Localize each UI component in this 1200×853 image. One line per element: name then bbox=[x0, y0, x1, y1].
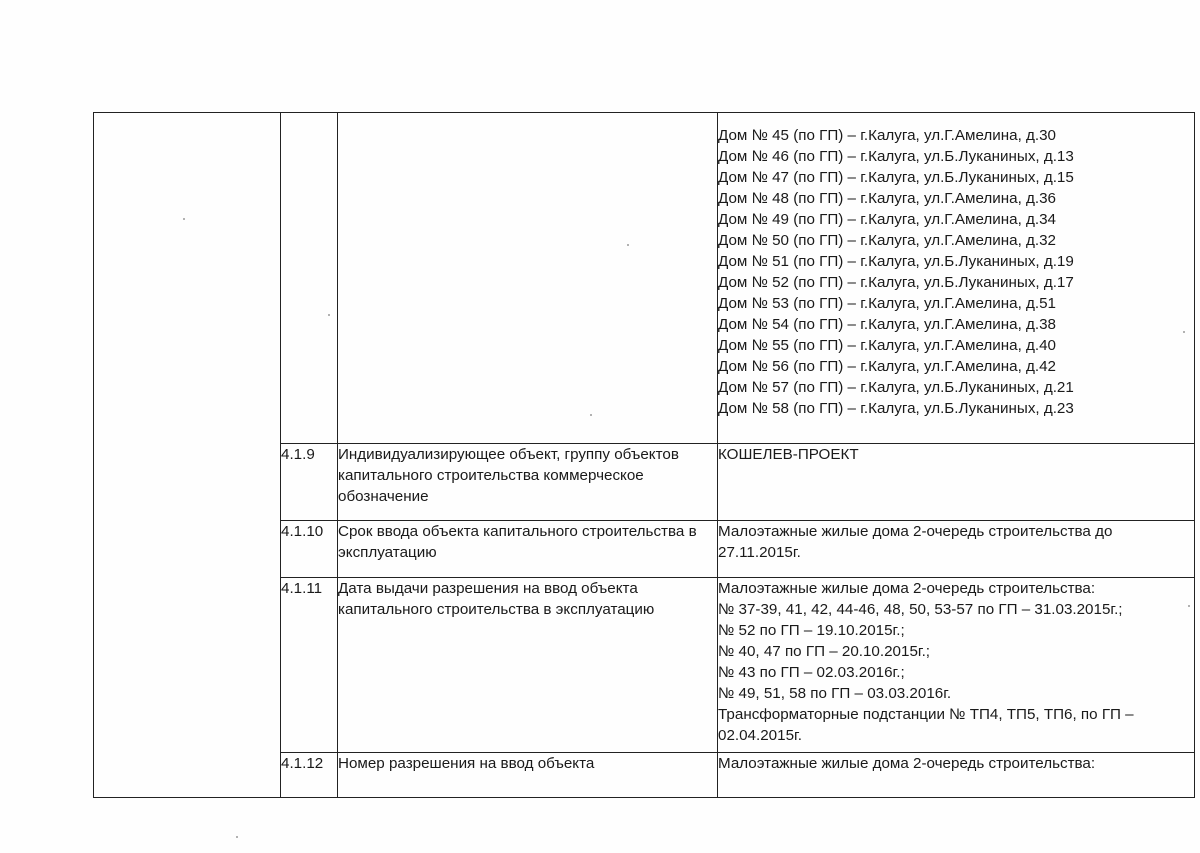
row-label: Срок ввода объекта капитального строительства в эксплуатацию bbox=[338, 521, 718, 578]
scan-speck bbox=[236, 836, 238, 838]
value-line: № 43 по ГП – 02.03.2016г.; bbox=[718, 664, 905, 681]
address-line: Дом № 56 (по ГП) – г.Калуга, ул.Г.Амелина, д.42 bbox=[718, 358, 1056, 375]
row-label: Номер разрешения на ввод объекта bbox=[338, 753, 718, 798]
address-line: Дом № 48 (по ГП) – г.Калуга, ул.Г.Амелина, д.36 bbox=[718, 190, 1056, 207]
address-line: Дом № 55 (по ГП) – г.Калуга, ул.Г.Амелина, д.40 bbox=[718, 337, 1056, 354]
row-number: 4.1.9 bbox=[281, 444, 338, 521]
address-line: Дом № 50 (по ГП) – г.Калуга, ул.Г.Амелина, д.32 bbox=[718, 232, 1056, 249]
value-line: № 40, 47 по ГП – 20.10.2015г.; bbox=[718, 643, 931, 660]
address-line: Дом № 54 (по ГП) – г.Калуга, ул.Г.Амелина, д.38 bbox=[718, 316, 1056, 333]
row-value: КОШЕЛЕВ-ПРОЕКТ bbox=[718, 444, 1195, 521]
row-value: Малоэтажные жилые дома 2-очередь строительства до 27.11.2015г. bbox=[718, 521, 1195, 578]
row-label: Индивидуализирующее объект, группу объектов капитального строительства коммерческое обозначение bbox=[338, 444, 718, 521]
address-line: Дом № 52 (по ГП) – г.Калуга, ул.Б.Луканиных, д.17 bbox=[718, 274, 1074, 291]
table-row-addresses bbox=[94, 113, 1195, 444]
address-line: Дом № 58 (по ГП) – г.Калуга, ул.Б.Луканиных, д.23 bbox=[718, 400, 1074, 417]
address-list bbox=[718, 125, 1194, 419]
row-number: 4.1.11 bbox=[281, 578, 338, 753]
address-line: Дом № 47 (по ГП) – г.Калуга, ул.Б.Луканиных, д.15 bbox=[718, 169, 1074, 186]
address-line: Дом № 45 (по ГП) – г.Калуга, ул.Г.Амелина, д.30 bbox=[718, 127, 1056, 144]
row-value bbox=[718, 578, 1195, 753]
value-line: Малоэтажные жилые дома 2-очередь строительства: bbox=[718, 580, 1096, 597]
number-cell bbox=[281, 113, 338, 444]
value-line: № 52 по ГП – 19.10.2015г.; bbox=[718, 622, 905, 639]
value-line: Трансформаторные подстанции № ТП4, ТП5, ТП6, по ГП – 02.04.2015г. bbox=[718, 706, 1134, 744]
row-number: 4.1.12 bbox=[281, 753, 338, 798]
row-value: Малоэтажные жилые дома 2-очередь строительства: bbox=[718, 753, 1195, 798]
address-line: Дом № 46 (по ГП) – г.Калуга, ул.Б.Луканиных, д.13 bbox=[718, 148, 1074, 165]
address-list-cell bbox=[718, 113, 1195, 444]
value-line: № 37-39, 41, 42, 44-46, 48, 50, 53-57 по ГП – 31.03.2015г.; bbox=[718, 601, 1123, 618]
value-line: № 49, 51, 58 по ГП – 03.03.2016г. bbox=[718, 685, 952, 702]
row-label: Дата выдачи разрешения на ввод объекта капитального строительства в эксплуатацию bbox=[338, 578, 718, 753]
section-cell bbox=[94, 113, 281, 798]
address-line: Дом № 49 (по ГП) – г.Калуга, ул.Г.Амелина, д.34 bbox=[718, 211, 1056, 228]
address-line: Дом № 53 (по ГП) – г.Калуга, ул.Г.Амелина, д.51 bbox=[718, 295, 1056, 312]
address-line: Дом № 57 (по ГП) – г.Калуга, ул.Б.Луканиных, д.21 bbox=[718, 379, 1074, 396]
label-cell bbox=[338, 113, 718, 444]
row-number: 4.1.10 bbox=[281, 521, 338, 578]
project-declaration-table bbox=[93, 112, 1195, 798]
address-line: Дом № 51 (по ГП) – г.Калуга, ул.Б.Луканиных, д.19 bbox=[718, 253, 1074, 270]
